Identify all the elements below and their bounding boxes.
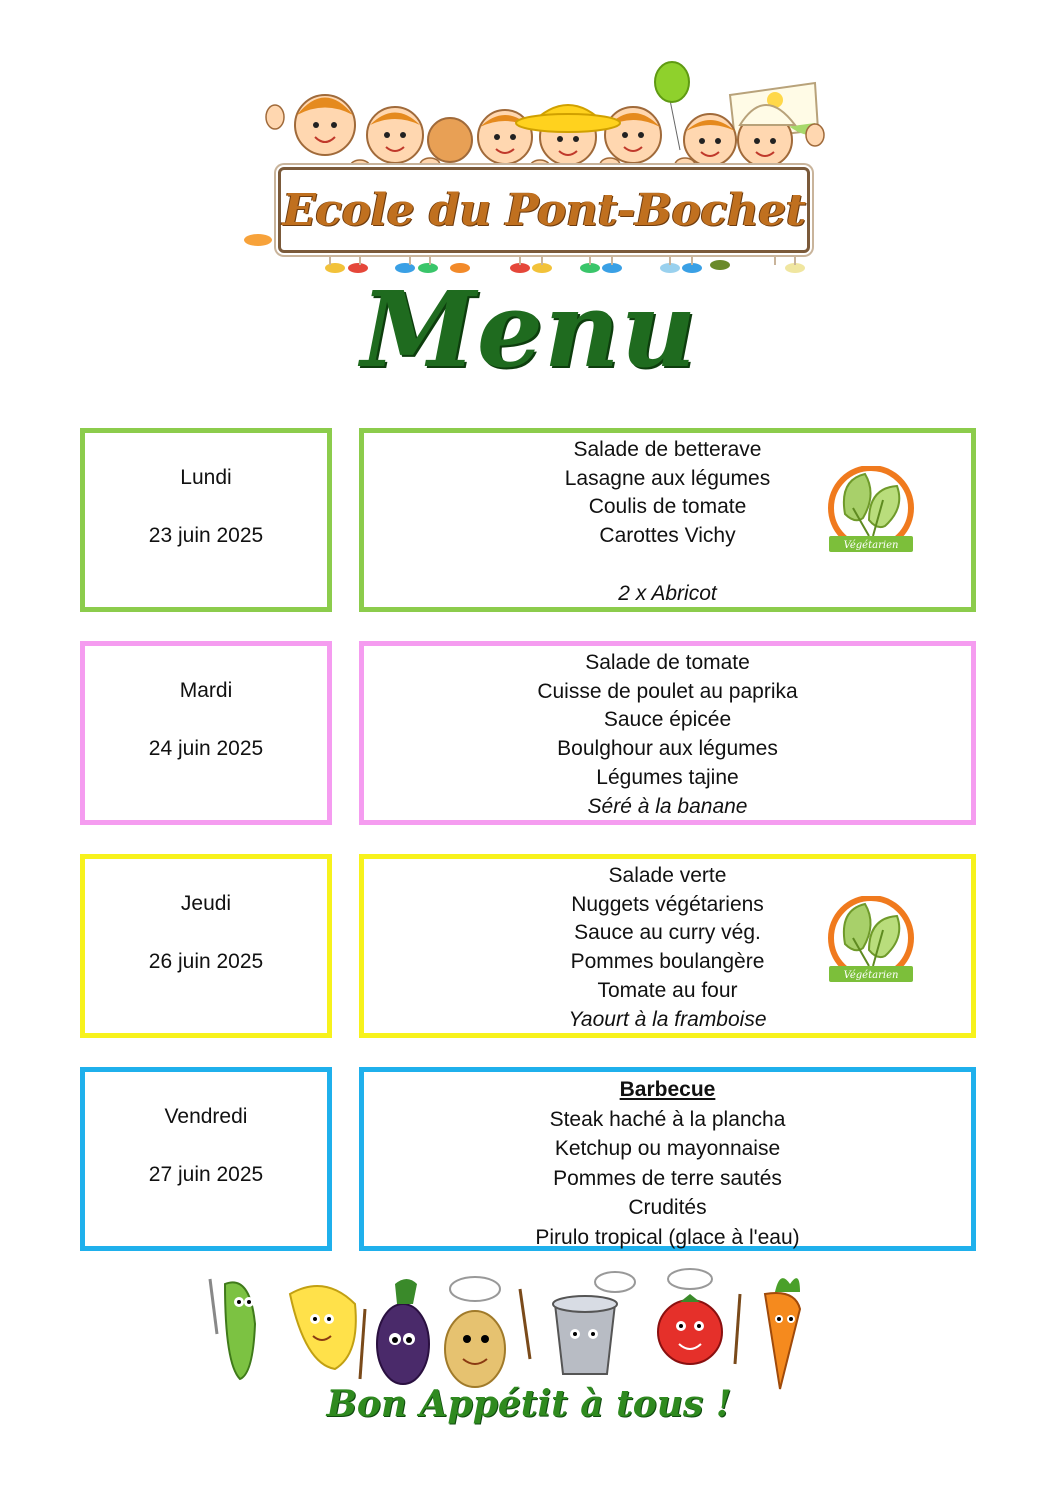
meal-item: Carottes Vichy xyxy=(599,524,736,548)
footer-greeting: Bon Appétit à tous ! xyxy=(326,1383,732,1425)
school-header xyxy=(230,55,830,280)
day-name: Mardi xyxy=(179,679,233,702)
day-row-jeudi xyxy=(80,854,976,1037)
day-date: 26 juin 2025 xyxy=(148,950,264,973)
day-box xyxy=(80,1067,332,1251)
day-row-lundi xyxy=(80,428,976,611)
meal-item: Salade de betterave xyxy=(573,438,762,461)
meal-item: Pommes boulangère xyxy=(570,950,765,974)
meal-item: Pirulo tropical (glace à l'eau) xyxy=(535,1225,800,1249)
day-date: 23 juin 2025 xyxy=(148,524,264,547)
vegetarian-label: Végétarien xyxy=(843,540,899,551)
vegetarian-icon xyxy=(825,896,917,986)
meal-heading: Barbecue xyxy=(619,1078,716,1101)
pot-character xyxy=(553,1272,635,1374)
meal-item: Boulghour aux légumes xyxy=(557,737,778,761)
day-row-mardi xyxy=(80,641,976,824)
school-name-banner xyxy=(278,167,810,253)
day-date: 27 juin 2025 xyxy=(148,1163,264,1186)
menu-title: Menu xyxy=(360,268,698,391)
dessert-item: Séré à la banane xyxy=(587,794,748,818)
meal-item: Coulis de tomate xyxy=(588,495,747,519)
meal-item: Steak haché à la plancha xyxy=(549,1107,786,1131)
meal-item: Pommes de terre sautés xyxy=(553,1166,782,1190)
pea-character xyxy=(210,1279,255,1379)
meal-item: Tomate au four xyxy=(597,978,738,1002)
school-name: Ecole du Pont-Bochet xyxy=(282,184,806,236)
meal-list xyxy=(364,1075,971,1252)
meal-item: Nuggets végétariens xyxy=(571,892,764,916)
meal-box xyxy=(359,641,976,825)
dessert-item: Yaourt à la framboise xyxy=(568,1007,767,1031)
meal-list xyxy=(364,649,971,821)
vegetarian-label: Végétarien xyxy=(843,970,899,981)
day-name: Lundi xyxy=(180,466,232,489)
meal-item: Cuisse de poulet au paprika xyxy=(537,679,798,703)
banana-character xyxy=(290,1286,365,1379)
carrot-character xyxy=(765,1278,800,1389)
day-box xyxy=(80,854,332,1038)
meal-item: Légumes tajine xyxy=(596,765,739,789)
day-box xyxy=(80,641,332,825)
day-date: 24 juin 2025 xyxy=(148,737,264,760)
dessert-item: 2 x Abricot xyxy=(618,581,717,605)
meal-item: Sauce au curry vég. xyxy=(574,921,761,945)
meal-item: Lasagne aux légumes xyxy=(564,466,771,490)
day-name: Jeudi xyxy=(180,892,232,915)
meal-item: Sauce épicée xyxy=(603,708,732,732)
potato-character xyxy=(445,1277,530,1387)
day-row-vendredi xyxy=(80,1067,976,1250)
meal-box xyxy=(359,1067,976,1251)
vegetarian-icon xyxy=(825,466,917,556)
meal-item: Salade de tomate xyxy=(585,651,750,674)
day-name: Vendredi xyxy=(164,1105,248,1128)
meal-item: Crudités xyxy=(628,1196,707,1219)
eggplant-character xyxy=(377,1279,429,1384)
vegetables-illustration xyxy=(195,1264,825,1399)
meal-item: Ketchup ou mayonnaise xyxy=(554,1137,781,1160)
tomato-character xyxy=(658,1269,740,1364)
meal-item: Salade verte xyxy=(608,864,727,887)
day-box xyxy=(80,428,332,612)
